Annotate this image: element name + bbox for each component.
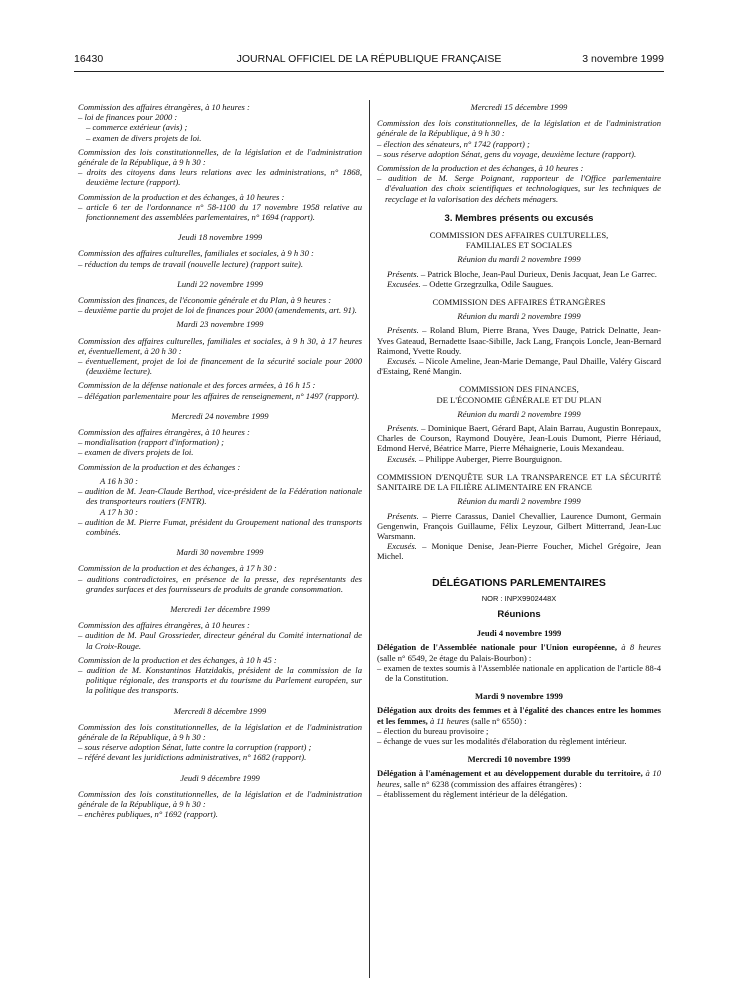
agenda-subitem: – examen de divers projets de loi. [86, 132, 202, 143]
attendees-excused: Excusées. – Odette Grzegrzulka, Odile Saugues. [387, 278, 554, 289]
date-heading: Mardi 23 novembre 1999 [176, 319, 264, 330]
time-heading: A 16 h 30 : [100, 475, 139, 486]
session-title: Commission des lois constitutionnelles, de la législation et de l'administration générale de la République, à 9 h 30 : [78, 146, 362, 168]
agenda-item: – réduction du temps de travail (nouvelle lecture) (rapport suite). [78, 258, 303, 269]
session-title: Commission des lois constitutionnelles, de la législation et de l'administration générale de la République, à 9 h 30 : [377, 118, 661, 139]
session-title: Commission de la production et des échanges, à 10 heures : [78, 191, 285, 202]
left-column [78, 102, 362, 819]
section-heading: 3. Membres présents ou excusés [444, 212, 594, 224]
date-heading: Mardi 9 novembre 1999 [475, 691, 563, 702]
session-title: Commission des affaires culturelles, familiales et sociales, à 9 h 30, à 17 heures et, éventuellement, à 20 h 30 : [78, 335, 362, 356]
date-heading: Lundi 22 novembre 1999 [177, 278, 263, 289]
agenda-item: – éventuellement, projet de loi de financement de la sécurité sociale pour 2000 (deuxième lecture). [78, 356, 362, 377]
agenda-item: – sous réserve adoption Sénat, lutte contre la corruption (rapport) ; [78, 742, 312, 753]
session-title: Commission de la production et des échanges, à 10 h 45 : [78, 654, 277, 665]
session-title: Commission des affaires culturelles, familiales et sociales, à 9 h 30 : [78, 248, 314, 259]
agenda-item: – audition de M. Konstantinos Hatzidakis, président de la commission de la politique régionale, des transports et du tourisme du Parlement européen, sur la politique des transports. [78, 664, 362, 696]
attendees-present: Présents. – Roland Blum, Pierre Brana, Yves Dauge, Patrick Delnatte, Jean-Yves Gateaud, Bernadette Isaac-Sibille, Jack Lang, François Loncle, Jean-Bernard Raimond, Yvette Roudy. [377, 325, 661, 356]
session-title: Commission des lois constitutionnelles, de la législation et de l'administration générale de la République, à 9 h 30 : [78, 788, 362, 809]
session-title: Commission de la production et des échanges, à 17 h 30 : [78, 563, 277, 574]
commission-name: COMMISSION DES FINANCES, [459, 384, 579, 395]
date-heading: Mardi 30 novembre 1999 [176, 547, 264, 558]
session-title: Commission des finances, de l'économie générale et du Plan, à 9 heures : [78, 295, 332, 306]
agenda-item: – échange de vues sur les modalités d'élaboration du règlement intérieur. [377, 735, 627, 746]
time-heading: A 17 h 30 : [100, 506, 139, 517]
attendees-present: Présents. – Patrick Bloche, Jean-Paul Durieux, Denis Jacquat, Jean Le Garrec. [387, 268, 657, 279]
column-divider [369, 100, 370, 978]
session-title: Délégation à l'aménagement et au développement durable du territoire, à 10 heures, salle n° 6238 (commission des affaires étrangères) : [377, 768, 661, 789]
agenda-subitem: – commerce extérieur (avis) ; [86, 122, 188, 133]
commission-name: FAMILIALES ET SOCIALES [465, 240, 573, 251]
nor-reference: NOR : INPX9902448X [481, 593, 557, 603]
issue-date: 3 novembre 1999 [582, 53, 664, 65]
session-title: Délégation de l'Assemblée nationale pour l'Union européenne, à 8 heures (salle n° 6549, 2e étage du Palais-Bourbon) : [377, 642, 661, 663]
session-title: Commission de la défense nationale et des forces armées, à 16 h 15 : [78, 380, 316, 391]
session-title: Commission des affaires étrangères, à 10 heures : [78, 427, 250, 438]
meeting-date: Réunion du mardi 2 novembre 1999 [457, 408, 581, 419]
section-heading: DÉLÉGATIONS PARLEMENTAIRES [432, 576, 606, 589]
agenda-item: – enchères publiques, n° 1692 (rapport). [78, 809, 218, 820]
commission-name: DE L'ÉCONOMIE GÉNÉRALE ET DU PLAN [436, 394, 602, 405]
agenda-item: – audition de M. Serge Poignant, rapporteur de l'Office parlementaire d'évaluation des choix scientifiques et technologiques, sur les techniques de recyclage et la valorisation des déchets ménagers. [377, 173, 661, 204]
date-heading: Mercredi 15 décembre 1999 [470, 102, 568, 112]
meeting-date: Réunion du mardi 2 novembre 1999 [457, 496, 581, 507]
date-heading: Jeudi 18 novembre 1999 [177, 232, 263, 243]
page-number: 16430 [74, 53, 104, 65]
attendees-present: Présents. – Dominique Baert, Gérard Bapt, Alain Barrau, Augustin Bonrepaux, Charles de Courson, Raymond Douyère, Jean-Louis Dumont, Pierre Hériaud, Edmond Hervé, Béatrice Marre, Pierre Méhaignerie, Louis Mexandeau. [377, 423, 661, 454]
date-heading: Jeudi 9 décembre 1999 [180, 772, 260, 783]
agenda-item: – examen de divers projets de loi. [78, 447, 194, 458]
session-title: Commission des lois constitutionnelles, de la législation et de l'administration générale de la République, à 9 h 30 : [78, 721, 362, 742]
commission-name: COMMISSION D'ENQUÊTE SUR LA TRANSPARENCE ET LA SÉCURITÉ SANITAIRE DE LA FILIÈRE ALIMENTAIRE EN FRANCE [377, 471, 661, 493]
right-column [377, 102, 661, 799]
date-heading: Mercredi 24 novembre 1999 [171, 410, 269, 421]
agenda-item: – audition de M. Pierre Fumat, président du Groupement national des transports combinés. [78, 516, 362, 537]
agenda-item: – mondialisation (rapport d'information) ; [78, 437, 225, 448]
date-heading: Mercredi 8 décembre 1999 [173, 705, 267, 716]
agenda-item: – délégation parlementaire pour les affaires de renseignement, n° 1497 (rapport). [78, 390, 360, 401]
session-title: Délégation aux droits des femmes et à l'égalité des chances entre les hommes et les femmes, à 11 heures (salle n° 6550) : [377, 705, 661, 726]
agenda-item: – droits des citoyens dans leurs relations avec les administrations, n° 1868, deuxième lecture (rapport). [78, 167, 362, 188]
agenda-item: – loi de finances pour 2000 : [78, 112, 178, 123]
commission-name: COMMISSION DES AFFAIRES CULTURELLES, [429, 230, 609, 241]
agenda-item: – élection du bureau provisoire ; [377, 725, 489, 736]
session-title: Commission de la production et des échanges, à 10 heures : [377, 163, 584, 174]
agenda-item: – examen de textes soumis à l'Assemblée nationale en application de l'article 88-4 de la Constitution. [377, 662, 661, 683]
agenda-item: – élection des sénateurs, n° 1742 (rapport) ; [377, 138, 530, 149]
agenda-item: – article 6 ter de l'ordonnance n° 58-1100 du 17 novembre 1958 relative au fonctionnement des assemblées parlementaires, n° 1694 (rapport). [78, 201, 362, 223]
date-heading: Mercredi 10 novembre 1999 [467, 754, 571, 765]
attendees-excused: Excusés. – Nicole Ameline, Jean-Marie Demange, Paul Dhaille, Valéry Giscard d'Estaing, René Mangin. [377, 356, 661, 377]
page-header [74, 53, 664, 67]
commission-name: COMMISSION DES AFFAIRES ÉTRANGÈRES [432, 297, 606, 308]
meeting-date: Réunion du mardi 2 novembre 1999 [457, 254, 581, 265]
date-heading: Jeudi 4 novembre 1999 [476, 628, 562, 639]
attendees-present: Présents. – Pierre Carassus, Daniel Chevallier, Laurence Dumont, Germain Gengenwin, François Guillaume, Félix Leyzour, Gilbert Mitterrand, Jean-Luc Warsmann. [377, 510, 661, 541]
agenda-item: – établissement du règlement intérieur de la délégation. [377, 788, 568, 799]
journal-title: JOURNAL OFFICIEL DE LA RÉPUBLIQUE FRANÇAISE [236, 53, 502, 65]
session-title: Commission de la production et des échanges : [78, 461, 241, 472]
session-title: Commission des affaires étrangères, à 10 heures : [78, 620, 250, 631]
subsection-heading: Réunions [497, 608, 541, 620]
attendees-excused: Excusés. – Monique Denise, Jean-Pierre Foucher, Michel Grégoire, Jean Michel. [377, 541, 661, 562]
date-heading: Mercredi 1er décembre 1999 [170, 603, 270, 614]
agenda-item: – auditions contradictoires, en présence de la presse, des représentants des grandes surfaces et des fournisseurs de produits de grande consommation. [78, 573, 362, 594]
agenda-item: – deuxième partie du projet de loi de finances pour 2000 (amendements, art. 91). [78, 305, 357, 316]
agenda-item: – audition de M. Jean-Claude Berthod, vice-président de la Fédération nationale des transporteurs routiers (FNTR). [78, 486, 362, 507]
agenda-item: – référé devant les juridictions administratives, n° 1682 (rapport). [78, 752, 307, 763]
header-rule [74, 71, 664, 72]
meeting-date: Réunion du mardi 2 novembre 1999 [457, 311, 581, 322]
agenda-item: – sous réserve adoption Sénat, gens du voyage, deuxième lecture (rapport). [377, 148, 637, 159]
attendees-excused: Excusés. – Philippe Auberger, Pierre Bourguignon. [387, 453, 563, 464]
session-title: Commission des affaires étrangères, à 10 heures : [78, 102, 250, 112]
agenda-item: – audition de M. Paul Grossrieder, directeur général du Comité international de la Croix-Rouge. [78, 630, 362, 651]
